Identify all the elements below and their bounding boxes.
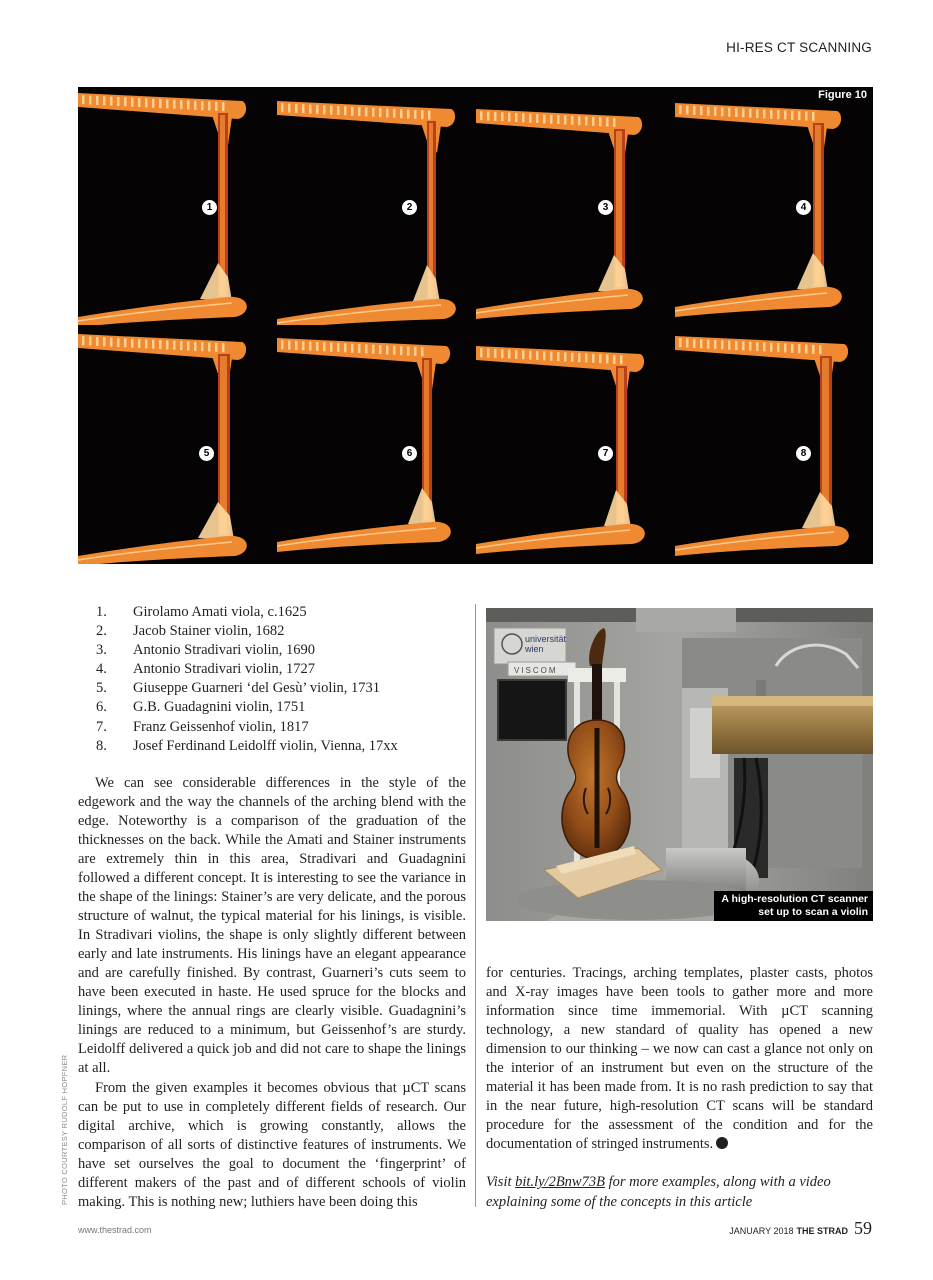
body-paragraph: for centuries. Tracings, arching templates, plaster casts, photos and X-ray images have been tools to gather more and more information since time immemorial. With µCT scanning technology, a new standard of quality has opened a new dimension to our thinking – we now can cast a glance not only on the interior of an instrument but even on the structure of the material it has been made from. It is no rash prediction to say that in the near future, high-resolution CT scans will be standard procedure for the assessment of the condition and for the documentation of stringed instruments. <box>486 965 873 1153</box>
panel-number-badge: 8 <box>796 446 811 461</box>
ct-scan-figure <box>78 87 873 564</box>
article-body-continued <box>486 964 873 1154</box>
caption-line: set up to scan a violin <box>758 906 868 918</box>
list-item-number: 6. <box>96 699 107 716</box>
list-item-text: Josef Ferdinand Leidolff violin, Vienna, 17xx <box>133 737 398 754</box>
list-item-text: Antonio Stradivari violin, 1690 <box>133 642 316 659</box>
left-column <box>78 603 466 1212</box>
list-item-number: 4. <box>96 661 107 678</box>
scanner-violin-illustration <box>486 608 873 921</box>
visit-suffix: for more examples, along with a video explaining some of the concepts in this article <box>486 1174 831 1210</box>
list-item <box>78 698 466 717</box>
section-header: HI-RES CT SCANNING <box>726 40 872 55</box>
ct-scan-panel <box>277 87 475 325</box>
panel-number-badge: 5 <box>199 446 214 461</box>
article-body <box>78 774 466 1212</box>
list-item-number: 2. <box>96 623 107 640</box>
visit-link[interactable]: bit.ly/2Bnw73B <box>515 1174 605 1191</box>
visit-prefix: Visit <box>486 1174 516 1191</box>
body-paragraph: From the given examples it becomes obvious that µCT scans can be put to use in completely different fields of research. Our digital archive, which is growing constantly, allows the comparison of all sorts of distinctive features of instruments. We have set ourselves the goal to document the ‘fingerprint’ of different makers of the past and of different schools of violin making. This is nothing new; luthiers have been doing this <box>78 1079 466 1210</box>
page-footer <box>729 1218 872 1239</box>
list-item-text: G.B. Guadagnini violin, 1751 <box>133 699 306 716</box>
footer-date: JANUARY 2018 <box>729 1226 794 1236</box>
ct-scan-panel <box>78 87 276 325</box>
ct-scan-image <box>277 87 475 325</box>
panel-number-badge: 3 <box>598 200 613 215</box>
panel-number-badge: 7 <box>598 446 613 461</box>
figure-label: Figure 10 <box>818 89 867 101</box>
list-item <box>78 679 466 698</box>
ct-scan-image <box>476 326 674 564</box>
list-item-text: Giuseppe Guarneri ‘del Gesù’ violin, 1731 <box>133 680 380 697</box>
list-item-number: 8. <box>96 737 107 754</box>
ct-scan-image <box>78 87 276 325</box>
ct-scan-panel <box>277 326 475 564</box>
list-item-text: Girolamo Amati viola, c.1625 <box>133 604 307 620</box>
footer-url[interactable]: www.thestrad.com <box>78 1225 152 1235</box>
ct-scan-image <box>675 87 873 325</box>
list-item-number: 1. <box>96 604 107 620</box>
panel-number-badge: 4 <box>796 200 811 215</box>
list-item <box>78 718 466 737</box>
list-item <box>78 660 466 679</box>
ct-scan-panel <box>675 326 873 564</box>
list-item-text: Antonio Stradivari violin, 1727 <box>133 661 316 678</box>
list-item <box>78 737 466 756</box>
sign-brand: VISCOM <box>514 666 558 675</box>
list-item-number: 7. <box>96 718 107 735</box>
list-item <box>78 641 466 660</box>
list-item <box>78 622 466 641</box>
panel-number-badge: 1 <box>202 200 217 215</box>
list-item-text: Franz Geissenhof violin, 1817 <box>133 718 309 735</box>
list-item-text: Jacob Stainer violin, 1682 <box>133 623 285 640</box>
visit-note <box>486 1173 873 1211</box>
column-divider <box>475 604 476 1207</box>
instrument-list <box>78 603 466 756</box>
ct-scan-image <box>476 87 674 325</box>
ct-scan-panel <box>78 326 276 564</box>
photo-caption <box>714 891 873 921</box>
ct-scan-panel <box>675 87 873 325</box>
sign-text: wien <box>525 644 544 654</box>
caption-line: A high-resolution CT scanner <box>721 893 868 905</box>
panel-number-badge: 6 <box>402 446 417 461</box>
end-of-article-icon <box>716 1137 728 1149</box>
ct-scanner-photo <box>486 608 873 921</box>
ct-scan-image <box>78 326 276 564</box>
list-item <box>78 603 466 622</box>
list-item-number: 3. <box>96 642 107 659</box>
ct-scan-panel <box>476 326 674 564</box>
body-paragraph: We can see considerable differences in the style of the edgework and the way the channels of the arching blend with the edge. Noteworthy is a comparison of the graduation of the thicknesses on the back. While the Amati and Stainer instruments are extremely thin in this area, Stradivari and Guadagnini followed a different concept. It is interesting to see the variance in the shape of the linings: Stainer’s are very delicate, and the porous structure of walnut, the typical material for his linings, is visible. In Stradivari violins, the shape is only slightly different between early and late instruments. His linings have an elegant appearance and are carefully finished. By contrast, Guarneri’s cuts seem to have been executed in haste. He used spruce for the blocks and linings, where the annual rings are clearly visible. Guadagnini’s linings are reduced to a minimum, but Geissenhof’s are sturdy. Leidolff delivered a quick job and did not care to shape the linings at all. <box>78 774 466 1077</box>
panel-number-badge: 2 <box>402 200 417 215</box>
ct-scan-image <box>675 326 873 564</box>
sign-text: universität <box>525 634 567 644</box>
photo-credit: PHOTO COURTESY RUDOLF HOPFNER <box>60 1054 69 1205</box>
footer-publication: THE STRAD <box>796 1226 848 1236</box>
right-column <box>486 964 873 1212</box>
page-number: 59 <box>854 1218 872 1238</box>
ct-scan-panel <box>476 87 674 325</box>
ct-scan-image <box>277 326 475 564</box>
list-item-number: 5. <box>96 680 107 697</box>
